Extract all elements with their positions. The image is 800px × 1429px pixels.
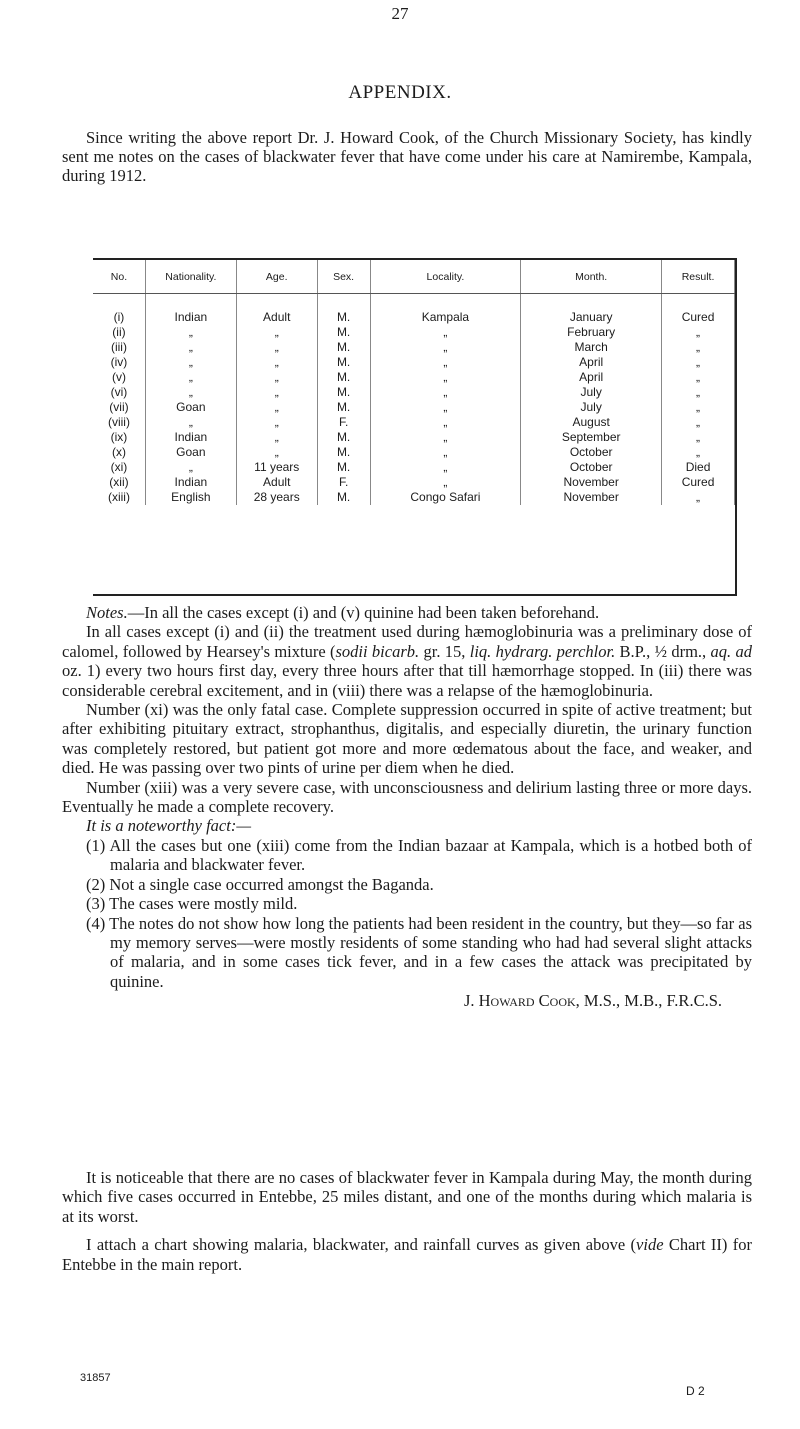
col-header-no: No. (93, 260, 145, 294)
closing-paragraph-1: It is noticeable that there are no cases of blackwater fever in Kampala during May, the month during which five cases occurred in Entebbe, 25 miles distant, and one of the months during which malaria is at its worst. (62, 1168, 752, 1226)
cell-age: „ (236, 370, 317, 385)
table-row (93, 325, 735, 340)
cell-no: (viii) (93, 415, 145, 430)
list-item: (2) Not a single case occurred amongst the Baganda. (86, 874, 434, 894)
cell-spacer (735, 400, 736, 415)
cell-locality: „ (370, 340, 521, 355)
notes-italic-3: aq. ad (710, 641, 753, 661)
cell-month: November (521, 475, 662, 490)
cell-locality: „ (370, 430, 521, 445)
cell-age: „ (236, 400, 317, 415)
cell-age: 11 years (236, 460, 317, 475)
cell-sex: F. (317, 475, 370, 490)
table-row (93, 445, 735, 460)
cell-month: November (521, 490, 662, 505)
closing-text-2a: I attach a chart showing malaria, blackwater, and rainfall curves as given above ( (86, 1235, 637, 1255)
table-row (93, 370, 735, 385)
cell-spacer (735, 490, 736, 505)
cell-month: September (521, 430, 662, 445)
cell-sex: M. (317, 490, 370, 505)
cell-nationality: „ (145, 340, 236, 355)
col-header-age: Age. (236, 260, 317, 294)
cell-age: Adult (236, 475, 317, 490)
cell-spacer (735, 445, 736, 460)
table-row (93, 475, 735, 490)
cell-spacer (735, 340, 736, 355)
cell-locality: „ (370, 385, 521, 400)
cell-sex: M. (317, 294, 370, 326)
table-row (93, 460, 735, 475)
cell-nationality: „ (145, 370, 236, 385)
cell-result: „ (662, 400, 735, 415)
cell-sex: M. (317, 400, 370, 415)
closing-italic: vide (636, 1235, 664, 1255)
cell-locality: Congo Safari (370, 490, 521, 505)
col-header-sex: Sex. (317, 260, 370, 294)
cell-age: „ (236, 355, 317, 370)
cell-nationality: „ (145, 415, 236, 430)
cell-locality: „ (370, 400, 521, 415)
notes-text-2c: B.P., ½ drm., (615, 641, 711, 661)
cell-sex: M. (317, 325, 370, 340)
col-spacer (735, 260, 736, 294)
table-row (93, 355, 735, 370)
cell-age: „ (236, 445, 317, 460)
cell-age: 28 years (236, 490, 317, 505)
cell-no: (i) (93, 294, 145, 326)
cell-spacer (735, 294, 736, 326)
cell-no: (ii) (93, 325, 145, 340)
table-row (93, 430, 735, 445)
cell-result: „ (662, 385, 735, 400)
table-header-row (93, 260, 735, 294)
cell-sex: M. (317, 460, 370, 475)
cell-result: „ (662, 370, 735, 385)
col-header-result: Result. (662, 260, 735, 294)
cell-result: Died (662, 460, 735, 475)
notes-italic-2: liq. hydrarg. perchlor. (469, 641, 616, 661)
cell-no: (x) (93, 445, 145, 460)
col-header-locality: Locality. (370, 260, 521, 294)
cell-age: „ (236, 430, 317, 445)
cell-month: October (521, 445, 662, 460)
cell-nationality: „ (145, 385, 236, 400)
page-number: 27 (391, 4, 409, 23)
cell-nationality: Indian (145, 294, 236, 326)
cell-no: (vii) (93, 400, 145, 415)
list-item: (1) All the cases but one (xiii) come from the Indian bazaar at Kampala, which is a hotbed both of malaria and blackwater fever. (86, 835, 752, 875)
closing-text-2b: Chart II) for Entebbe in the main report. (62, 1235, 752, 1274)
notes-label: Notes. (86, 603, 128, 622)
cell-spacer (735, 325, 736, 340)
notes-italic-1: sodii bicarb. (335, 641, 420, 661)
cell-nationality: „ (145, 460, 236, 475)
notes-text-1: —In all the cases except (i) and (v) quinine had been taken beforehand. (127, 603, 600, 622)
cell-locality: „ (370, 415, 521, 430)
cell-no: (iii) (93, 340, 145, 355)
cell-month: April (521, 355, 662, 370)
cell-result: „ (662, 355, 735, 370)
cell-sex: F. (317, 415, 370, 430)
cell-sex: M. (317, 355, 370, 370)
cell-nationality: Indian (145, 475, 236, 490)
notes-text-2d: oz. 1) every two hours first day, every three hours after that till hæmorrhage stopped. In (iii) there was considerable cerebral excitement, and in (viii) there was a relapse of the hæmoglobinuria. (62, 661, 752, 700)
cases-table (93, 258, 737, 596)
cell-age: Adult (236, 294, 317, 326)
cell-result: „ (662, 490, 735, 505)
table-row (93, 490, 735, 505)
table-row (93, 415, 735, 430)
cell-no: (vi) (93, 385, 145, 400)
notes-section (62, 603, 752, 1011)
cell-no: (v) (93, 370, 145, 385)
table-row (93, 340, 735, 355)
cell-spacer (735, 460, 736, 475)
cell-no: (iv) (93, 355, 145, 370)
cell-spacer (735, 385, 736, 400)
notes-paragraph-1 (62, 603, 752, 622)
noteworthy-list (62, 836, 752, 991)
cell-locality: Kampala (370, 294, 521, 326)
cell-locality: „ (370, 325, 521, 340)
cell-result: Cured (662, 294, 735, 326)
notes-text-2a: In all cases except (i) and (ii) the treatment used during hæmoglobinuria was a preliminary dose of calomel, followed by Hearsey's mixture ( (62, 622, 752, 661)
cell-locality: „ (370, 445, 521, 460)
col-header-month: Month. (521, 260, 662, 294)
cell-spacer (735, 355, 736, 370)
notes-paragraph-4: Number (xiii) was a very severe case, with unconsciousness and delirium lasting three or more days. Eventually he made a complete recovery. (62, 777, 752, 817)
table-row (93, 400, 735, 415)
cell-nationality: „ (145, 325, 236, 340)
noteworthy-label: It is a noteworthy fact:— (86, 816, 251, 836)
cell-locality: „ (370, 475, 521, 490)
cell-result: „ (662, 445, 735, 460)
cell-nationality: English (145, 490, 236, 505)
notes-paragraph-3: Number (xi) was the only fatal case. Complete suppression occurred in spite of active treatment; but after exhibiting pituitary extract, strophanthus, digitalis, and especially diuretin, the urinary function was completely restored, but patient got more and more œdematous about the face, and weaker, and died. He was passing over two pints of urine per diem when he died. (62, 700, 752, 778)
cell-no: (xii) (93, 475, 145, 490)
appendix-heading: APPENDIX. (348, 82, 452, 103)
cell-month: April (521, 370, 662, 385)
cell-month: July (521, 400, 662, 415)
cell-sex: M. (317, 445, 370, 460)
cell-nationality: Goan (145, 445, 236, 460)
notes-paragraph-2 (62, 622, 752, 700)
cell-age: „ (236, 385, 317, 400)
cell-locality: „ (370, 460, 521, 475)
closing-paragraph-2 (62, 1235, 752, 1274)
cell-age: „ (236, 340, 317, 355)
cell-locality: „ (370, 370, 521, 385)
notes-paragraph-5 (62, 816, 752, 835)
cell-age: „ (236, 325, 317, 340)
cell-result: „ (662, 415, 735, 430)
cell-month: August (521, 415, 662, 430)
notes-text-2b: gr. 15, (419, 641, 470, 661)
cell-spacer (735, 475, 736, 490)
cell-nationality: Indian (145, 430, 236, 445)
cell-result: „ (662, 340, 735, 355)
cell-sex: M. (317, 385, 370, 400)
cell-age: „ (236, 415, 317, 430)
list-item: (3) The cases were mostly mild. (86, 894, 298, 914)
cell-spacer (735, 370, 736, 385)
cell-no: (xi) (93, 460, 145, 475)
cell-month: February (521, 325, 662, 340)
cell-spacer (735, 430, 736, 445)
intro-paragraph: Since writing the above report Dr. J. Howard Cook, of the Church Missionary Society, has kindly sent me notes on the cases of blackwater fever that have come under his care at Namirembe, Kampala, during 1912. (62, 128, 752, 185)
table-row (93, 385, 735, 400)
print-code: 31857 (80, 1372, 111, 1384)
cell-no: (ix) (93, 430, 145, 445)
cell-sex: M. (317, 370, 370, 385)
table-row (93, 294, 735, 326)
col-header-nationality: Nationality. (145, 260, 236, 294)
cell-spacer (735, 415, 736, 430)
closing-section (62, 1168, 752, 1283)
cell-locality: „ (370, 355, 521, 370)
cell-nationality: Goan (145, 400, 236, 415)
sheet-signature: D 2 (686, 1384, 705, 1398)
cell-sex: M. (317, 340, 370, 355)
cell-month: October (521, 460, 662, 475)
signature: J. Howard Cook, M.S., M.B., F.R.C.S. (463, 991, 722, 1011)
cell-nationality: „ (145, 355, 236, 370)
cell-result: „ (662, 325, 735, 340)
cell-month: January (521, 294, 662, 326)
cell-month: July (521, 385, 662, 400)
cell-result: Cured (662, 475, 735, 490)
cell-result: „ (662, 430, 735, 445)
cell-month: March (521, 340, 662, 355)
cell-no: (xiii) (93, 490, 145, 505)
cell-sex: M. (317, 430, 370, 445)
list-item: (4) The notes do not show how long the patients had been resident in the country, but they—so far as my memory serves—were mostly residents of some standing who had had several slight attacks of malaria, and in some cases tick fever, and in a few cases the attack was precipitated by quinine. (86, 913, 752, 991)
